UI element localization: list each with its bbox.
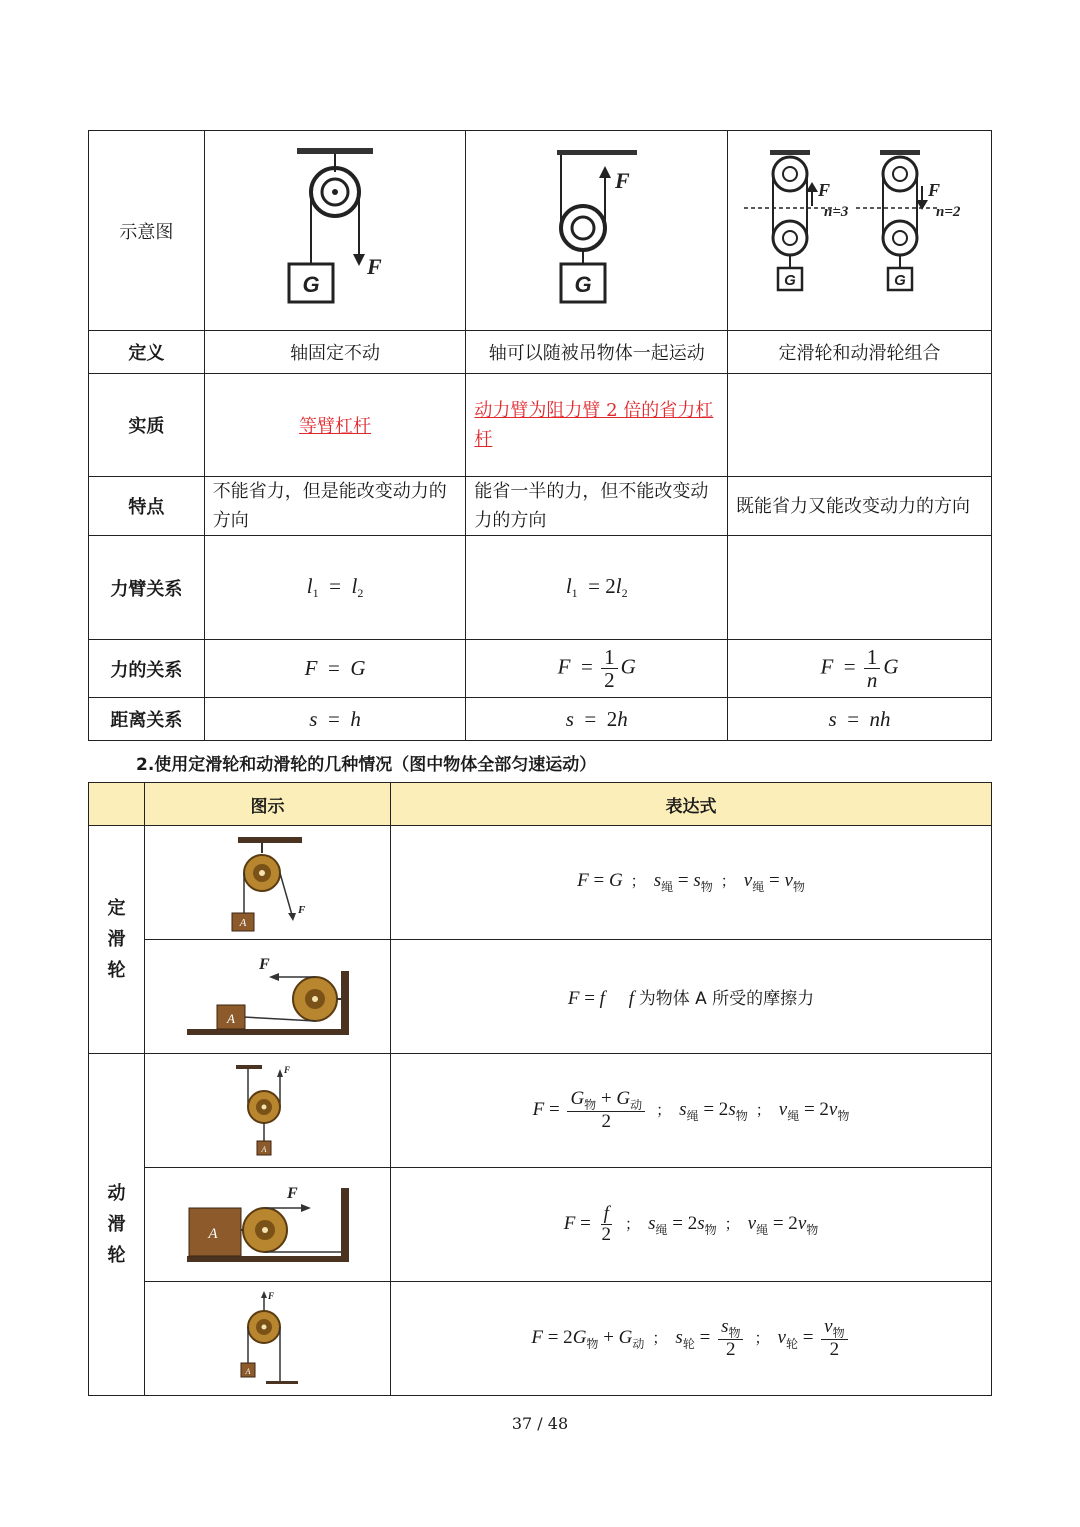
force-relation-label: 力的关系 xyxy=(89,640,205,698)
definition-fixed: 轴固定不动 xyxy=(204,331,466,374)
pulley-comparison-table xyxy=(88,130,992,741)
svg-text:A: A xyxy=(245,1366,250,1376)
movable-case-1-expression: F = $\frac{G_物 + G_动}{2}$ ； $s_绳 = 2s_物$ ； $v_绳 = 2v_物$ xyxy=(391,1054,992,1168)
movable-pulley-diagram xyxy=(466,131,728,331)
movable-case-3-figure xyxy=(145,1282,391,1396)
distance-relation-combo: s = nh xyxy=(728,698,992,741)
svg-text:G: G xyxy=(574,271,592,297)
svg-text:F: F xyxy=(258,955,270,973)
fixed-case-2-row xyxy=(89,940,992,1054)
fixed-case-2-figure xyxy=(145,940,391,1054)
distance-relation-fixed: s = h xyxy=(204,698,466,741)
fixed-case-1-row xyxy=(89,826,992,940)
svg-text:F: F xyxy=(283,1064,290,1075)
arm-relation-fixed: $l_1 = l_2$ xyxy=(204,536,466,640)
svg-text:F: F xyxy=(614,167,630,193)
movable-case-2-figure xyxy=(145,1168,391,1282)
svg-text:F: F xyxy=(367,253,382,279)
arm-relation-row xyxy=(89,536,992,640)
features-row xyxy=(89,477,992,536)
page-number: 37 / 48 xyxy=(511,1414,569,1433)
header-figure: 图示 xyxy=(145,783,391,826)
friction-note: 为物体 A 所受的摩擦力 xyxy=(638,988,815,1009)
group-fixed-pulley xyxy=(89,826,145,1054)
movable-hanging-pulley-illustration xyxy=(228,1061,308,1161)
svg-text:F: F xyxy=(817,179,830,200)
fixed-hanging-pulley-illustration xyxy=(218,833,318,933)
features-combo: 既能省力又能改变动力的方向 xyxy=(728,477,992,536)
fixed-horizontal-pulley-illustration xyxy=(183,951,353,1043)
movable-horizontal-pulley-illustration xyxy=(183,1180,353,1270)
diagram-label: 示意图 xyxy=(89,131,205,331)
fixed-case-2-expression: F = f f 为物体 A 所受的摩擦力 xyxy=(391,940,992,1054)
force-relation-row xyxy=(89,640,992,698)
arm-relation-movable: $l_1 = 2l_2$ xyxy=(466,536,728,640)
fixed-case-1-figure xyxy=(145,826,391,940)
svg-text:A: A xyxy=(226,1010,235,1026)
svg-text:F: F xyxy=(927,179,940,200)
svg-text:G: G xyxy=(302,271,320,297)
force-relation-fixed: F = G xyxy=(204,640,466,698)
svg-text:F: F xyxy=(267,1290,274,1301)
svg-text:A: A xyxy=(261,1144,266,1154)
features-label: 特点 xyxy=(89,477,205,536)
svg-text:G: G xyxy=(783,271,796,289)
pulley-block-illustration xyxy=(740,146,980,316)
movable-case-1-row xyxy=(89,1054,992,1168)
essence-row xyxy=(89,374,992,477)
essence-movable-cell xyxy=(466,374,728,477)
svg-text:F: F xyxy=(286,1184,298,1202)
group-fixed-pulley-label: 定滑轮 xyxy=(107,898,126,981)
features-movable: 能省一半的力，但不能改变动力的方向 xyxy=(466,477,728,536)
movable-case-3-expression: $F = 2G_物 + G_动$ ； $s_轮$ = $\frac{s_物}{2}$ ； $v_轮$ = $\frac{v_物}{2}$ xyxy=(391,1282,992,1396)
movable-inverted-pulley-illustration xyxy=(228,1289,308,1389)
distance-relation-label: 距离关系 xyxy=(89,698,205,741)
essence-movable: 动力臂为阻力臂 2 倍的省力杠杆 xyxy=(474,400,714,450)
pulley-block-diagram xyxy=(728,131,992,331)
fixed-case-1-expression: F = G ； $s_绳 = s_物$ ； $v_绳 = v_物$ xyxy=(391,826,992,940)
essence-fixed-cell xyxy=(204,374,466,477)
movable-case-2-row xyxy=(89,1168,992,1282)
fixed-pulley-diagram xyxy=(204,131,466,331)
definition-row xyxy=(89,331,992,374)
movable-case-3-row xyxy=(89,1282,992,1396)
diagram-row xyxy=(89,131,992,331)
svg-text:F: F xyxy=(297,903,305,916)
essence-combo xyxy=(728,374,992,477)
svg-text:A: A xyxy=(207,1225,218,1242)
definition-movable: 轴可以随被吊物体一起运动 xyxy=(466,331,728,374)
essence-label: 实质 xyxy=(89,374,205,477)
distance-relation-movable: s = 2h xyxy=(466,698,728,741)
fixed-pulley-illustration xyxy=(275,146,395,316)
group-movable-pulley xyxy=(89,1054,145,1396)
svg-text:n=3: n=3 xyxy=(823,203,848,220)
movable-case-2-expression: F = $\frac{f}{2}$ ； $s_绳 = 2s_物$ ； $v_绳 = 2v_物$ xyxy=(391,1168,992,1282)
movable-pulley-illustration xyxy=(537,146,657,316)
arm-relation-label: 力臂关系 xyxy=(89,536,205,640)
svg-text:n=2: n=2 xyxy=(935,203,960,220)
group-movable-pulley-label: 动滑轮 xyxy=(107,1183,126,1266)
definition-combo: 定滑轮和动滑轮组合 xyxy=(728,331,992,374)
header-expression: 表达式 xyxy=(391,783,992,826)
force-relation-movable: F = $\frac{1}{2}$ G xyxy=(466,640,728,698)
header-blank xyxy=(89,783,145,826)
definition-label: 定义 xyxy=(89,331,205,374)
movable-case-1-figure xyxy=(145,1054,391,1168)
essence-fixed: 等臂杠杆 xyxy=(299,416,372,437)
features-fixed: 不能省力，但是能改变动力的方向 xyxy=(204,477,466,536)
svg-text:G: G xyxy=(893,271,906,289)
force-relation-combo: F = $\frac{1}{n}$ G xyxy=(728,640,992,698)
distance-relation-row xyxy=(89,698,992,741)
section-2-title: 2.使用定滑轮和动滑轮的几种情况（图中物体全部匀速运动） xyxy=(136,755,597,775)
pulley-cases-table xyxy=(88,782,992,1396)
arm-relation-combo xyxy=(728,536,992,640)
cases-header-row xyxy=(89,783,992,826)
svg-text:A: A xyxy=(239,916,246,929)
